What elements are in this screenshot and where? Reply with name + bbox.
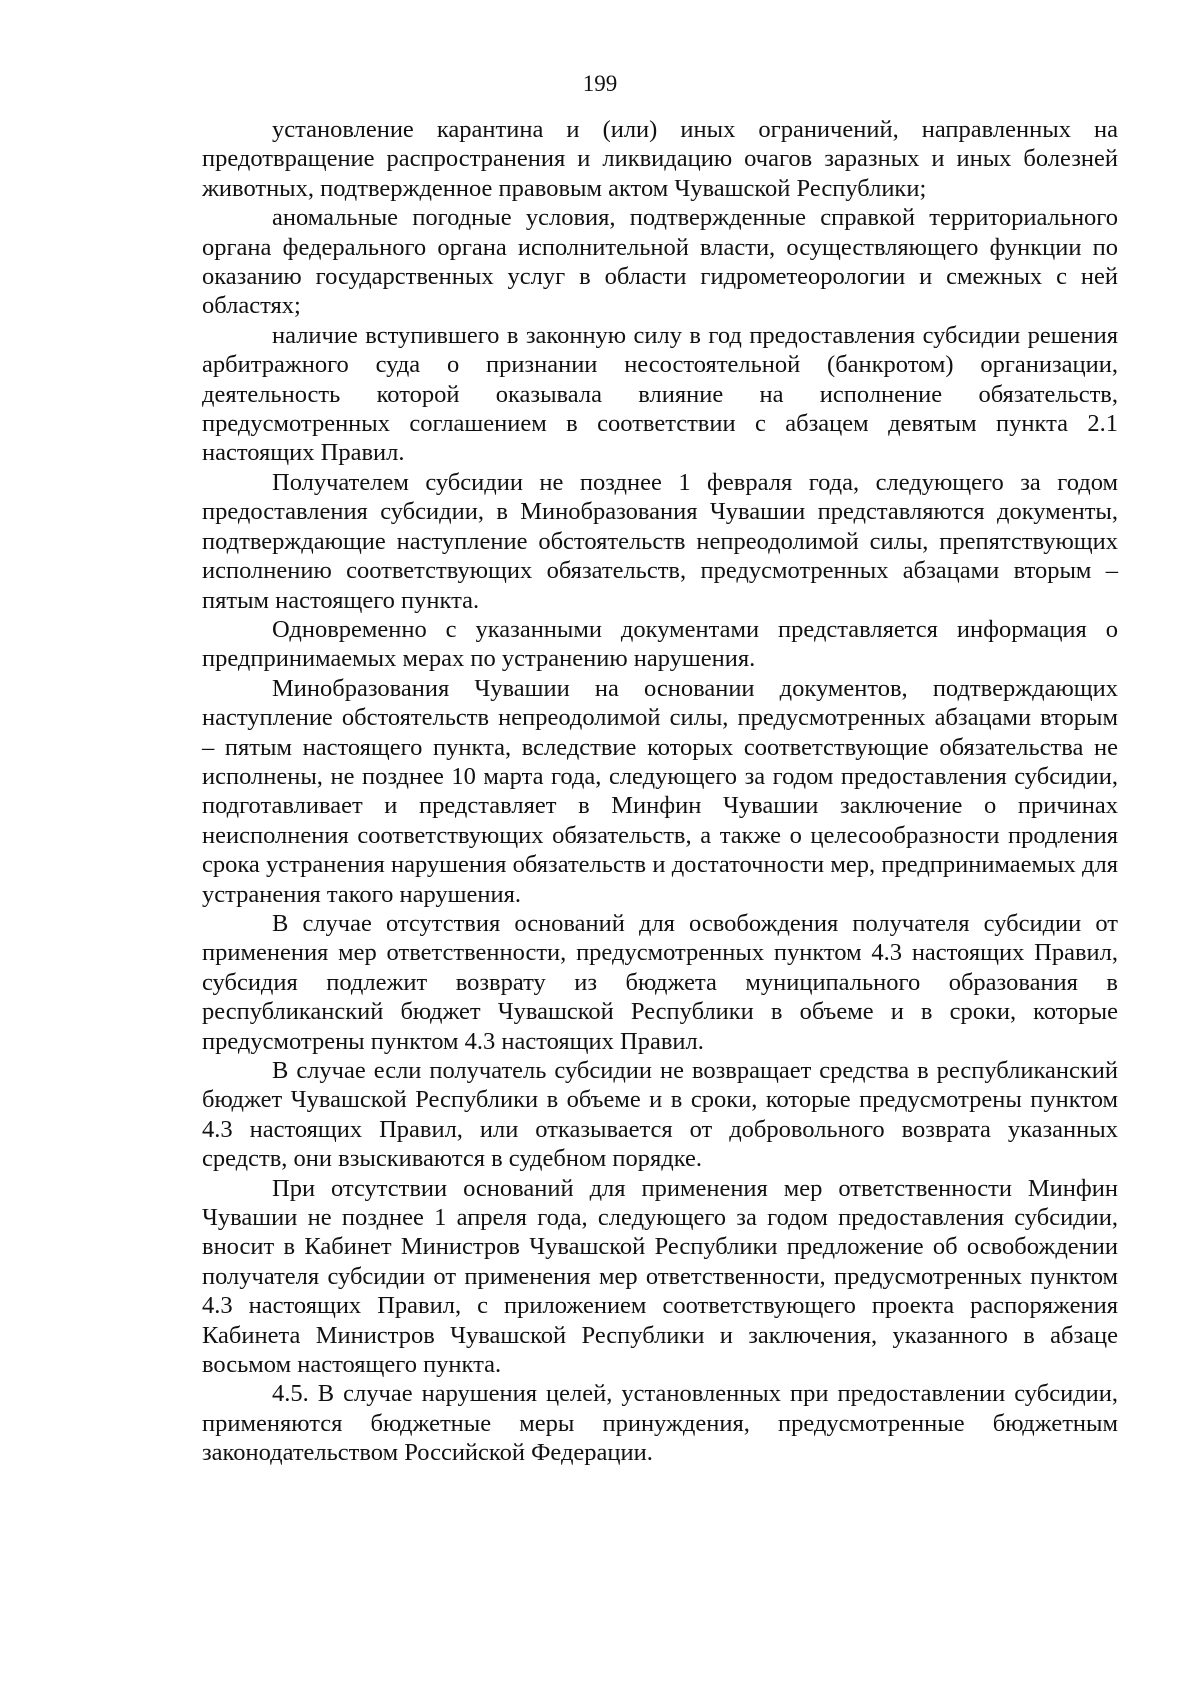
document-body	[202, 115, 1118, 1468]
paragraph: установление карантина и (или) иных ограничений, направленных на предотвращение распространения и ликвидацию очагов заразных и иных болезней животных, подтвержденное правовым актом Чувашской Республики;	[202, 116, 1118, 202]
paragraph: Получателем субсидии не позднее 1 февраля года, следующего за годом предоставления субсидии, в Минобразования Чувашии представляются документы, подтверждающие наступление обстоятельств непреодолимой силы, препятствующих исполнению соответствующих обязательств, предусмотренных абзацами вторым – пятым настоящего пункта.	[202, 468, 1118, 614]
paragraph: При отсутствии оснований для применения мер ответственности Минфин Чувашии не позднее 1 апреля года, следующего за годом предоставления субсидии, вносит в Кабинет Министров Чувашской Республики предложение об освобождении получателя субсидии от применения мер ответственности, предусмотренных пунктом 4.3 настоящих Правил, с приложением соответствующего проекта распоряжения Кабинета Министров Чувашской Республики и заключения, указанного в абзаце восьмом настоящего пункта.	[202, 1174, 1118, 1379]
paragraph: Минобразования Чувашии на основании документов, подтверждающих наступление обстоятельств непреодолимой силы, предусмотренных абзацами вторым – пятым настоящего пункта, вследствие которых соответствующие обязательства не исполнены, не позднее 10 марта года, следующего за годом предоставления субсидии, подготавливает и представляет в Минфин Чувашии заключение о причинах неисполнения соответствующих обязательств, а также о целесообразности продления срока устранения нарушения обязательств и достаточности мер, предпринимаемых для устранения такого нарушения.	[202, 674, 1118, 908]
paragraph: Одновременно с указанными документами представляется информация о предпринимаемых мерах по устранению нарушения.	[202, 615, 1118, 673]
paragraph: наличие вступившего в законную силу в год предоставления субсидии решения арбитражного суда о признании несостоятельной (банкротом) организации, деятельность которой оказывала влияние на исполнение обязательств, предусмотренных соглашением в соответствии с абзацем девятым пункта 2.1 настоящих Правил.	[202, 321, 1118, 467]
page-number: 199	[582, 71, 618, 96]
paragraph: В случае если получатель субсидии не возвращает средства в республиканский бюджет Чувашской Республики в объеме и в сроки, которые предусмотрены пунктом 4.3 настоящих Правил, или отказывается от добровольного возврата указанных средств, они взыскиваются в судебном порядке.	[202, 1057, 1118, 1173]
paragraph: аномальные погодные условия, подтвержденные справкой территориального органа федерального органа исполнительной власти, осуществляющего функции по оказанию государственных услуг в области гидрометеорологии и смежных с ней областях;	[202, 204, 1118, 320]
paragraph: В случае отсутствия оснований для освобождения получателя субсидии от применения мер ответственности, предусмотренных пунктом 4.3 настоящих Правил, субсидия подлежит возврату из бюджета муниципального образования в республиканский бюджет Чувашской Республики в объеме и в сроки, которые предусмотрены пунктом 4.3 настоящих Правил.	[202, 909, 1118, 1055]
paragraph: 4.5. В случае нарушения целей, установленных при предоставлении субсидии, применяются бюджетные меры принуждения, предусмотренные бюджетным законодательством Российской Федерации.	[202, 1380, 1118, 1467]
